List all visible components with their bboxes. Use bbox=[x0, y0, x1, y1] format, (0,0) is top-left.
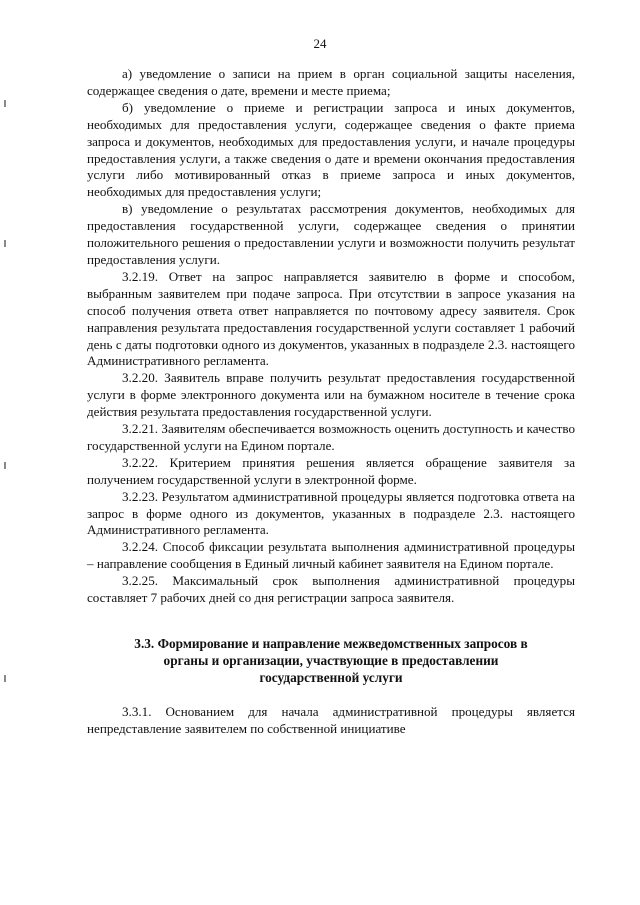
paragraph-3-2-24: 3.2.24. Способ фиксации результата выполнения административной процедуры – направление сообщения в Единый личный кабинет заявителя на Едином портале. bbox=[87, 539, 575, 572]
section-heading bbox=[87, 635, 575, 686]
paragraph-item-v: в) уведомление о результатах рассмотрения документов, необходимых для предоставления государственной услуги, содержащее сведения о принятии положительного решения о предоставлении услуги и возможности получить результат предоставления услуги. bbox=[87, 201, 575, 267]
page-number: 24 bbox=[313, 36, 327, 51]
paragraph-3-2-25: 3.2.25. Максимальный срок выполнения административной процедуры составляет 7 рабочих дней со дня регистрации запроса заявителя. bbox=[87, 573, 575, 606]
section-heading-line: органы и организации, участвующие в предоставлении bbox=[163, 653, 499, 668]
binding-mark bbox=[4, 675, 6, 682]
paragraph-3-2-23: 3.2.23. Результатом административной процедуры является подготовка ответа на запрос в форме одного из документов, указанных в подразделе 2.3. настоящего Административного регламента. bbox=[87, 488, 575, 538]
paragraph-3-2-19: 3.2.19. Ответ на запрос направляется заявителю в форме и способом, выбранным заявителем при подаче запроса. При отсутствии в запросе указания на способ получения ответа ответ направляется по почтовому адресу заявителя. Срок направления результата предоставления государственной услуги составляет 1 рабочий день с даты подготовки одного из документов, указанных в подразделе 2.3. настоящего Административного регламента. bbox=[87, 268, 575, 369]
paragraph-item-a: а) уведомление о записи на прием в орган социальной защиты населения, содержащее сведения о дате, времени и месте приема; bbox=[87, 66, 575, 98]
paragraph-3-3-1: 3.3.1. Основанием для начала административной процедуры является непредставление заявителем по собственной инициативе bbox=[87, 704, 575, 736]
paragraph-3-2-21: 3.2.21. Заявителям обеспечивается возможность оценить доступность и качество государственной услуги на Едином портале. bbox=[87, 421, 575, 453]
paragraph-3-2-20: 3.2.20. Заявитель вправе получить результат предоставления государственной услуги в форме электронного документа или на бумажном носителе в течение срока действия результата предоставления государственной услуги. bbox=[87, 370, 575, 420]
binding-mark bbox=[4, 100, 6, 107]
binding-mark bbox=[4, 240, 6, 247]
section-heading-line: государственной услуги bbox=[259, 670, 403, 685]
binding-mark bbox=[4, 462, 6, 469]
section-heading-line: 3.3. Формирование и направление межведомственных запросов в bbox=[134, 636, 528, 651]
paragraph-item-b: б) уведомление о приеме и регистрации запроса и иных документов, необходимых для предоставления услуги, содержащее сведения о факте приема запроса и документов, необходимых для предоставления услуги, и начале процедуры предоставления услуги, а также сведения о дате и времени окончания предоставления услуги либо мотивированный отказ в приеме запроса и иных документов, необходимых для предоставления услуги; bbox=[87, 99, 575, 200]
paragraph-3-2-22: 3.2.22. Критерием принятия решения является обращение заявителя за получением государственной услуги в электронной форме. bbox=[87, 454, 575, 487]
document-body bbox=[87, 66, 575, 738]
